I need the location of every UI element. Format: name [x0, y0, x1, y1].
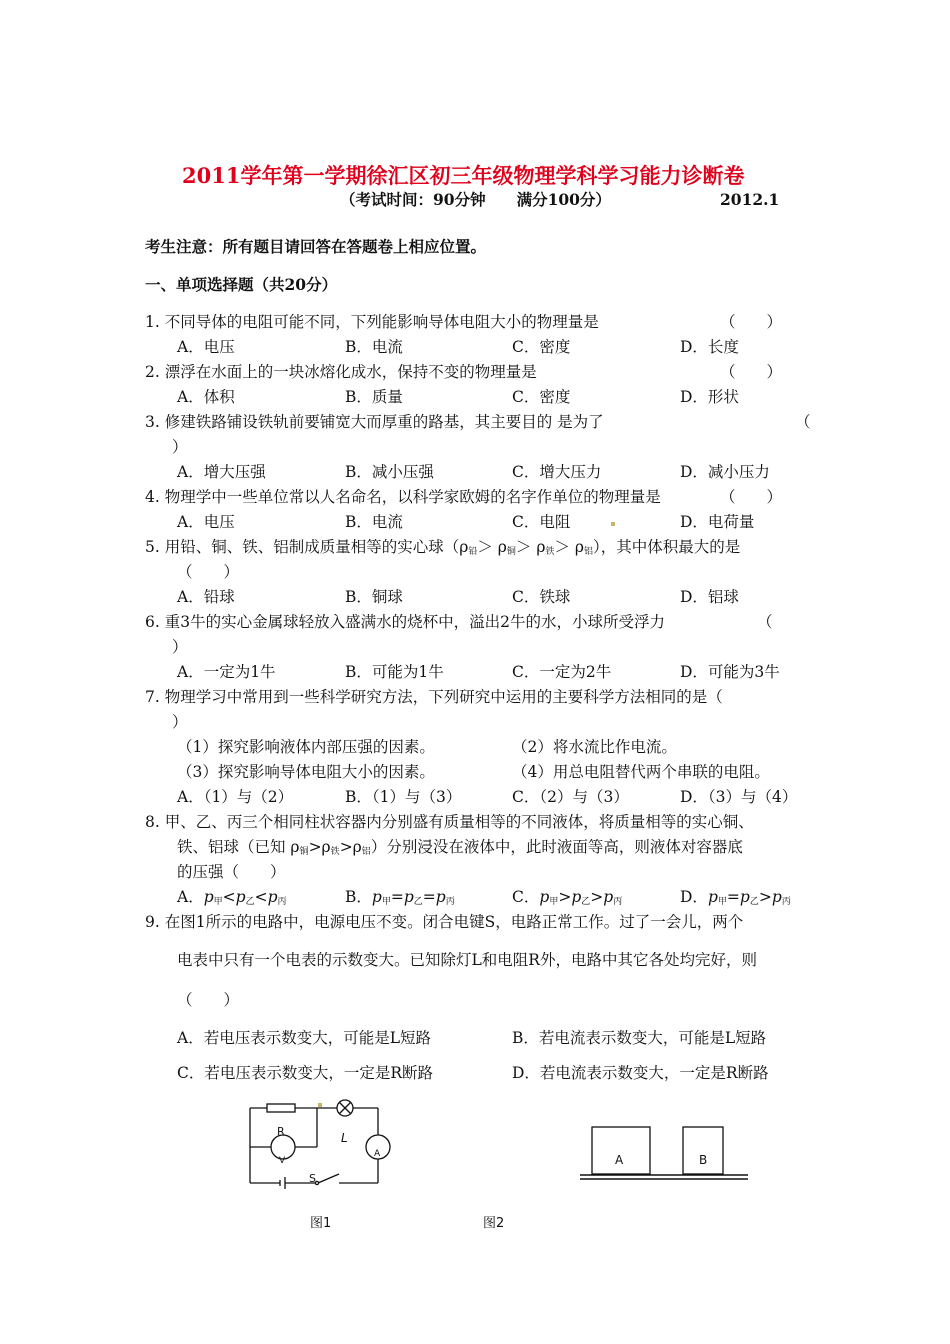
speck [611, 522, 615, 526]
label-s: S [309, 1172, 316, 1185]
label-l: L [341, 1131, 348, 1145]
option: B．质量 [345, 388, 403, 406]
option: D．减小压力 [680, 463, 770, 481]
question-1-stem: 1. 不同导体的电阻可能不同，下列能影响导体电阻大小的物理量是 [145, 313, 599, 331]
option: B．可能为1牛 [345, 663, 444, 681]
figure-1-caption: 图1 [310, 1216, 332, 1231]
figure-2-caption: 图2 [483, 1216, 505, 1231]
question-7-stem: 7. 物理学习中常用到一些科学研究方法，下列研究中运用的主要科学方法相同的是（ [145, 688, 723, 706]
option: B．减小压强 [345, 463, 434, 481]
question-5-stem: 5. 用铅、铜、铁、铝制成质量相等的实心球$(\rho_铅> \rho_铜> \rho_铁> \rho_铝)$，其中体积最大的是 [145, 538, 741, 557]
option: B．$p_甲=p_乙=p_丙$ [345, 888, 455, 907]
question-2-stem: 2. 漂浮在水面上的一块冰熔化成水，保持不变的物理量是 [145, 363, 537, 381]
label-v: V [279, 1156, 286, 1166]
option: D．若电流表示数变大，一定是R断路 [512, 1064, 769, 1082]
notice: 考生注意：所有题目请回答在答题卷上相应位置。 [145, 237, 487, 256]
option: C．密度 [512, 338, 571, 356]
option: D．$p_甲=p_乙>p_丙$ [680, 888, 791, 907]
list-item: （3）探究影响导体电阻大小的因素。 [177, 763, 435, 781]
exam-date: 2012.1 [720, 190, 780, 209]
option: C．一定为2牛 [512, 663, 612, 681]
page-title: 2011学年第一学期徐汇区初三年级物理学科学习能力诊断卷 [182, 163, 745, 188]
option: C．若电压表示数变大，一定是R断路 [177, 1064, 434, 1082]
option: A．$p_甲<p_乙<p_丙$ [177, 888, 287, 907]
label-r: R [277, 1125, 285, 1138]
option: A．体积 [177, 388, 235, 406]
block-a-label: A [615, 1153, 624, 1167]
question-6-stem: 6. 重3牛的实心金属球轻放入盛满水的烧杯中，溢出2牛的水，小球所受浮力 [145, 613, 665, 631]
option: C．铁球 [512, 588, 571, 606]
question-4-paren: （ ） [720, 488, 783, 506]
block-b-label: B [699, 1153, 708, 1167]
option: A．电压 [177, 338, 235, 356]
option: B．铜球 [345, 588, 403, 606]
question-9-paren: （ ） [177, 991, 240, 1009]
option: D．铝球 [680, 588, 739, 606]
question-3-paren-open: （ [795, 413, 811, 431]
question-7-paren-close: ） [172, 713, 188, 731]
exam-info: （考试时间：90分钟 满分100分） [340, 190, 611, 209]
option: B．电流 [345, 338, 403, 356]
question-3-paren-close: ） [172, 438, 188, 456]
option: B．电流 [345, 513, 403, 531]
question-5-paren: （ ） [177, 563, 240, 581]
question-3-stem: 3. 修建铁路铺设铁轨前要铺宽大而厚重的路基，其主要目的 是为了 [145, 413, 604, 431]
list-item: （2）将水流比作电流。 [512, 738, 677, 756]
option: D．（3）与（4） [680, 788, 798, 806]
option: A．增大压强 [177, 463, 266, 481]
option: A．电压 [177, 513, 235, 531]
question-8-line1: 8. 甲、乙、丙三个相同柱状容器内分别盛有质量相等的不同液体，将质量相等的实心铜、 [145, 813, 754, 831]
option: B．（1）与（3） [345, 788, 462, 806]
option: C．增大压力 [512, 463, 602, 481]
label-a: A [374, 1149, 381, 1159]
question-4-stem: 4. 物理学中一些单位常以人名命名，以科学家欧姆的名字作单位的物理量是 [145, 488, 661, 506]
option: D．形状 [680, 388, 739, 406]
resistor-symbol [267, 1104, 295, 1112]
question-9-line2: 电表中只有一个电表的示数变大。已知除灯L和电阻R外，电路中其它各处均完好，则 [177, 951, 757, 969]
blocks-diagram [570, 1115, 755, 1185]
option: C．密度 [512, 388, 571, 406]
question-8-line2: 铁、铝球（已知 $\rho_铜>\rho_铁>\rho_铝$）分别浸没在液体中，此时液面等高，则液体对容器底 [177, 838, 743, 857]
option: A．若电压表示数变大，可能是L短路 [177, 1029, 431, 1047]
question-6-paren-open: （ [757, 613, 773, 631]
option: A．一定为1牛 [177, 663, 276, 681]
list-item: （1）探究影响液体内部压强的因素。 [177, 738, 435, 756]
option: C．电阻 [512, 513, 571, 531]
question-9-line1: 9. 在图1所示的电路中，电源电压不变。闭合电键S，电路正常工作。过了一会儿，两个 [145, 913, 744, 931]
section-heading: 一、单项选择题（共20分） [145, 275, 338, 294]
question-6-paren-close: ） [172, 638, 188, 656]
option: C．$p_甲>p_乙>p_丙$ [512, 888, 623, 907]
option: D．可能为3牛 [680, 663, 780, 681]
option: D．长度 [680, 338, 739, 356]
question-2-paren: （ ） [720, 363, 783, 381]
option: B．若电流表示数变大，可能是L短路 [512, 1029, 767, 1047]
option: D．电荷量 [680, 513, 755, 531]
list-item: （4）用总电阻替代两个串联的电阻。 [512, 763, 770, 781]
option: A．（1）与（2） [177, 788, 294, 806]
question-8-line3: 的压强（ ） [177, 863, 286, 881]
question-1-paren: （ ） [720, 313, 783, 331]
option: C．（2）与（3） [512, 788, 629, 806]
option: A．铅球 [177, 588, 235, 606]
